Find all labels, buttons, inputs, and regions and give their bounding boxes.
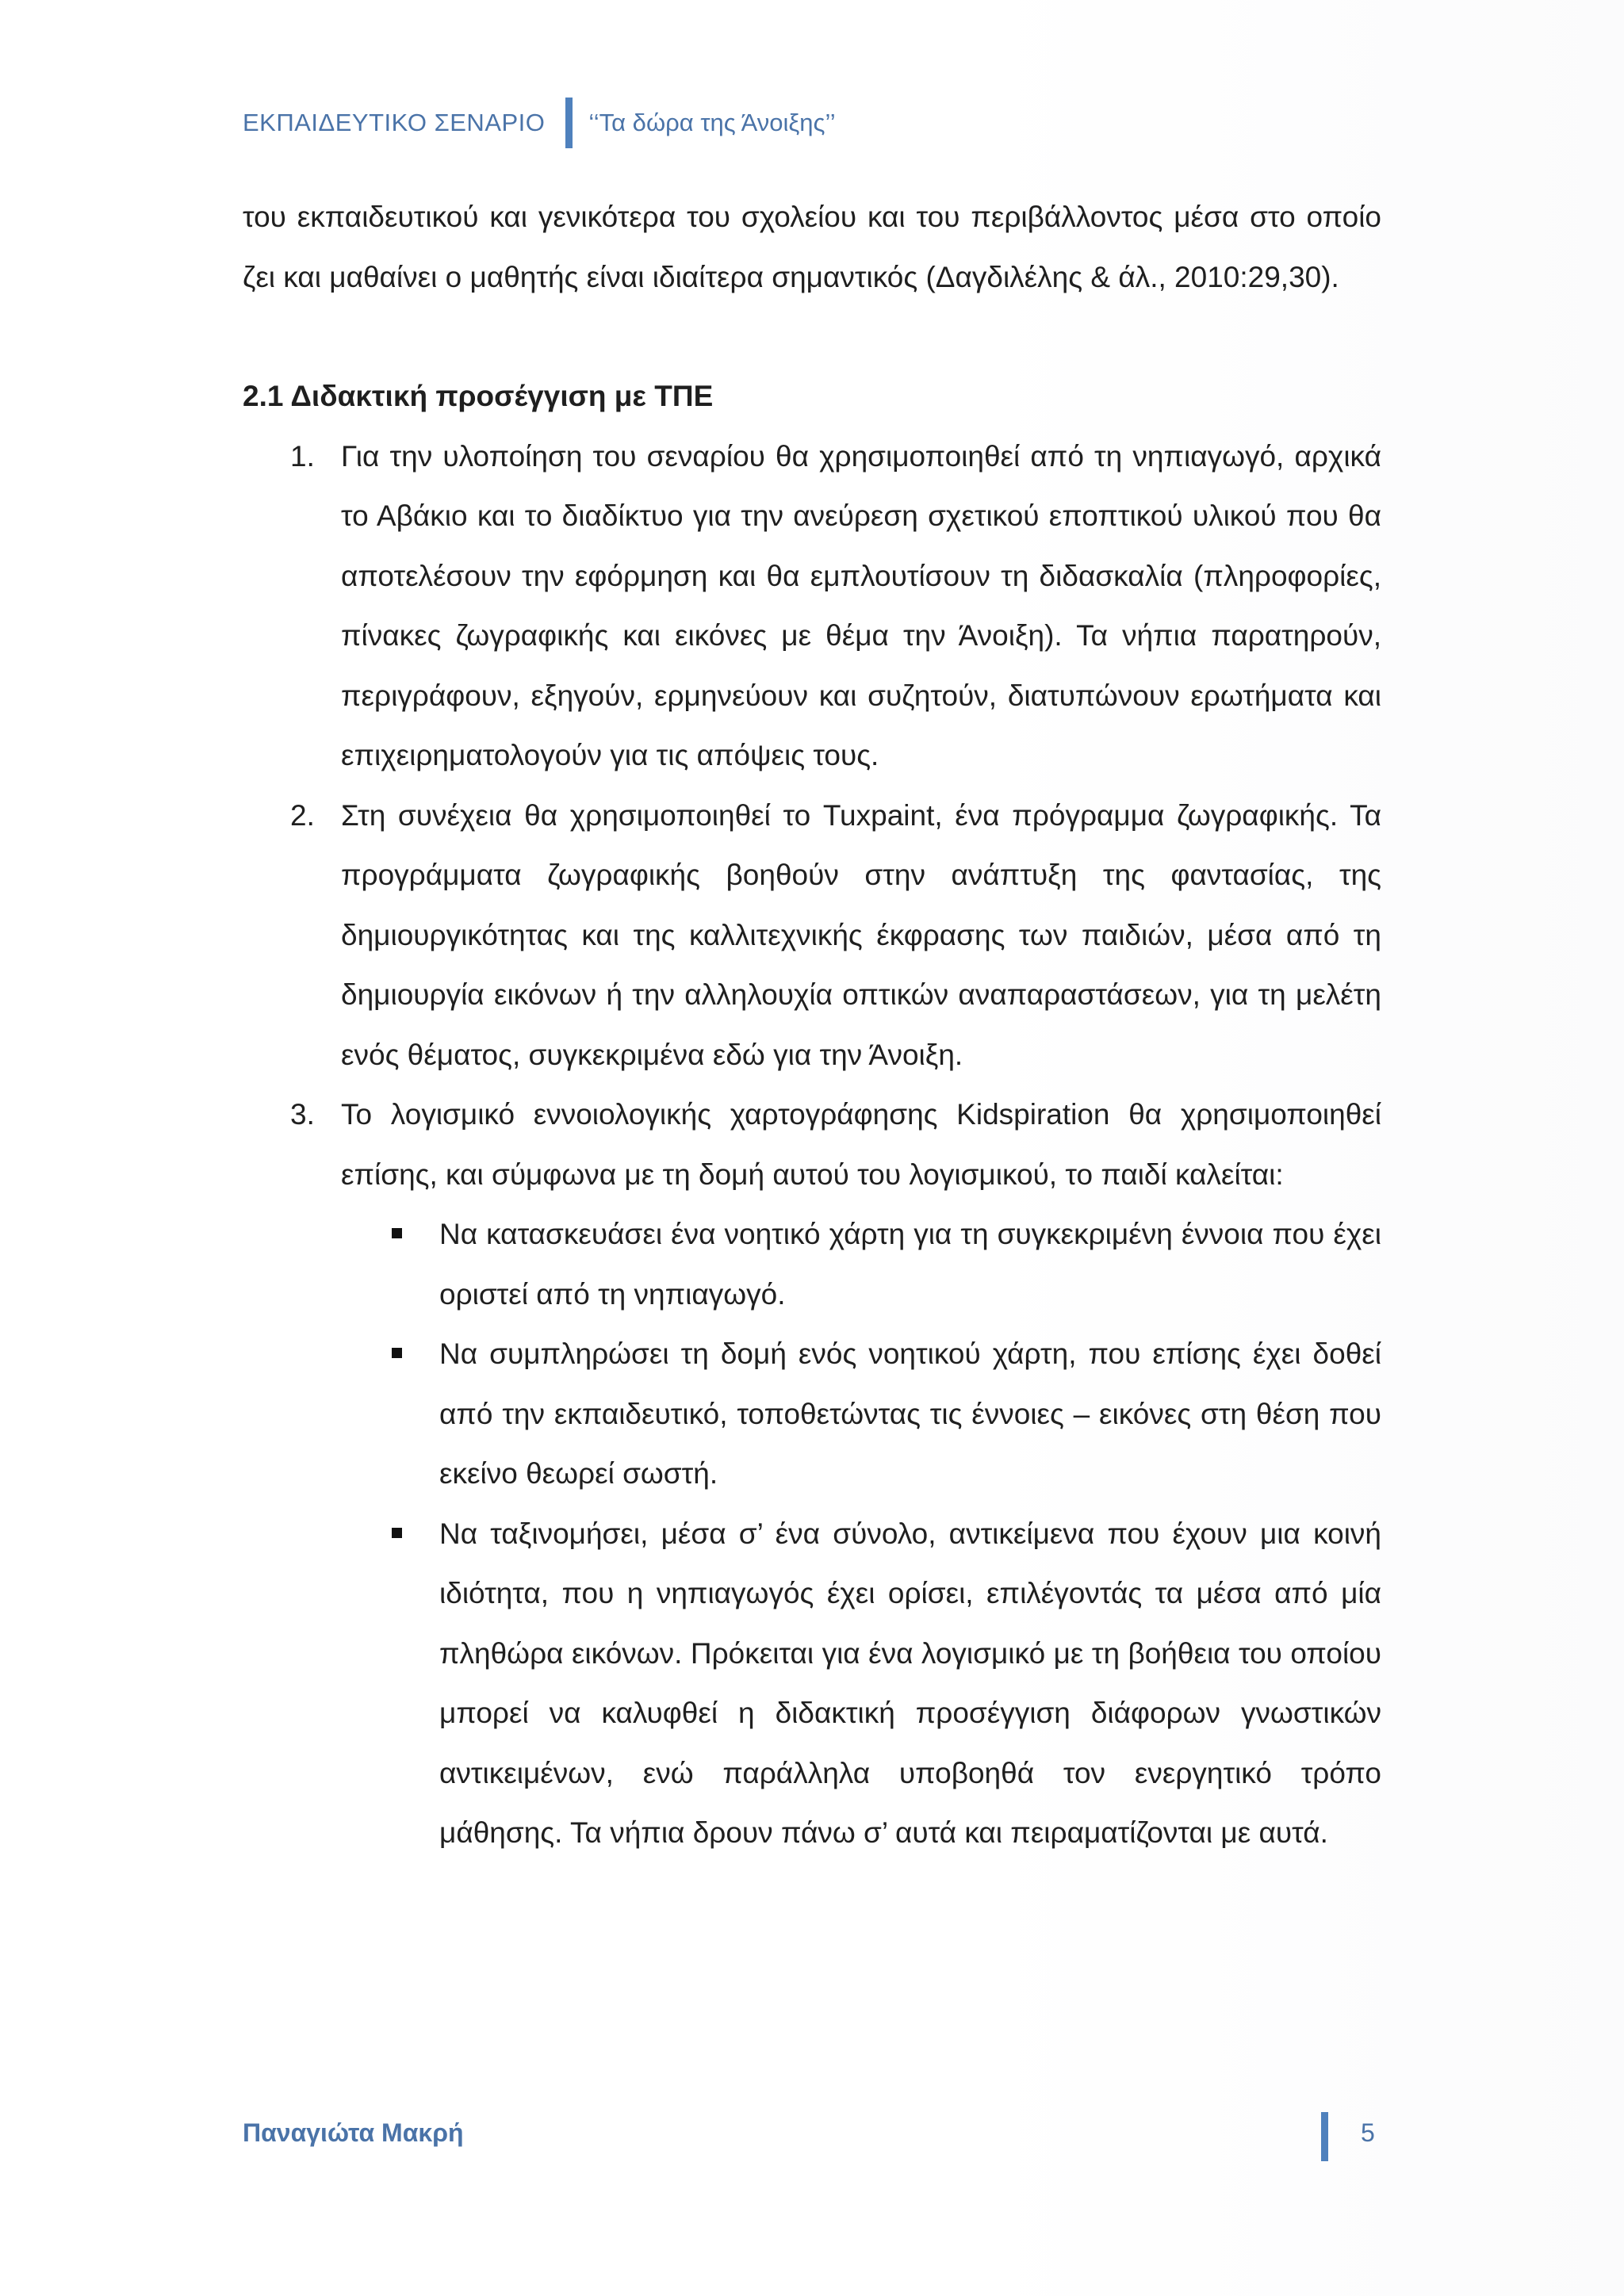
bullet-text: Να κατασκευάσει ένα νοητικό χάρτη για τη συγκεκριμένη έννοια που έχει οριστεί από τη νηπιαγωγό.	[439, 1218, 1381, 1311]
list-number: 3.	[290, 1098, 315, 1131]
square-bullet-icon	[392, 1348, 402, 1358]
list-number: 1.	[290, 439, 315, 473]
bullet-text: Να ταξινομήσει, μέσα σ’ ένα σύνολο, αντικείμενα που έχουν μια κοινή ιδιότητα, που η νηπιαγωγός έχει ορίσει, επιλέγοντάς τα μέσα από μία πληθώρα εικόνων. Πρόκειται για ένα λογισμικό με τη βοήθεια του οποίου μπορεί να καλυφθεί η διδακτική προσέγγιση διάφορων γνωστικών αντικειμένων, ενώ παράλληλα υποβοηθά τον ενεργητικό τρόπο μάθησης. Τα νήπια δρουν πάνω σ’ αυτά και πειραματίζονται με αυτά.	[439, 1517, 1381, 1849]
header-divider	[565, 98, 573, 148]
list-item	[243, 427, 1381, 786]
bullet-item	[341, 1504, 1381, 1863]
list-item-text: Στη συνέχεια θα χρησιμοποιηθεί το Tuxpaint, ένα πρόγραμμα ζωγραφικής. Τα προγράμματα ζωγραφικής βοηθούν στην ανάπτυξη της φαντασίας, της δημιουργικότητας και της καλλιτεχνικής έκφρασης των παιδιών, μέσα από τη δημιουργία εικόνων ή την αλληλουχία οπτικών αναπαραστάσεων, για τη μελέτη ενός θέματος, συγκεκριμένα εδώ για την Άνοιξη.	[341, 798, 1381, 1071]
intro-paragraph: του εκπαιδευτικού και γενικότερα του σχολείου και του περιβάλλοντος μέσα στο οποίο ζει και μαθαίνει ο μαθητής είναι ιδιαίτερα σημαντικός (Δαγδιλέλης & άλ., 2010:29,30).	[243, 201, 1381, 293]
footer-divider	[1321, 2112, 1328, 2161]
list-item	[243, 1085, 1381, 1863]
numbered-list	[243, 427, 1381, 1863]
section-heading: 2.1 Διδακτική προσέγγιση με ΤΠΕ	[243, 380, 714, 412]
bullet-text: Να συμπληρώσει τη δομή ενός νοητικού χάρτη, που επίσης έχει δοθεί από την εκπαιδευτικό, τοποθετώντας τις έννοιες – εικόνες στη θέση που εκείνο θεωρεί σωστή.	[439, 1337, 1381, 1490]
list-item-text: Για την υλοποίηση του σεναρίου θα χρησιμοποιηθεί από τη νηπιαγωγό, αρχικά το Αβάκιο και το διαδίκτυο για την ανεύρεση σχετικού εποπτικού υλικού που θα αποτελέσουν την εφόρμηση και θα εμπλουτίσουν τη διδασκαλία (πληροφορίες, πίνακες ζωγραφικής και εικόνες με θέμα την Άνοιξη). Τα νήπια παρατηρούν, περιγράφουν, εξηγούν, ερμηνεύουν και συζητούν, διατυπώνουν ερωτήματα και επιχειρηματολογούν για τις απόψεις τους.	[341, 439, 1381, 771]
header-subtitle: ‘‘Τα δώρα της Άνοιξης’’	[588, 109, 836, 136]
bullet-item	[341, 1324, 1381, 1504]
header-title: ΕΚΠΑΙΔΕΥΤΙΚΟ ΣΕΝΑΡΙΟ	[243, 109, 546, 136]
list-item-text: Το λογισμικό εννοιολογικής χαρτογράφησης Kidspiration θα χρησιμοποιηθεί επίσης, και σύμφωνα με τη δομή αυτού του λογισμικού, το παιδί καλείται:	[341, 1098, 1381, 1191]
bullet-list	[341, 1204, 1381, 1863]
list-item	[243, 786, 1381, 1085]
page-number: 5	[1361, 2118, 1375, 2147]
square-bullet-icon	[392, 1228, 402, 1238]
list-number: 2.	[290, 798, 315, 832]
page-body	[243, 187, 1381, 1863]
square-bullet-icon	[392, 1528, 402, 1538]
bullet-item	[341, 1204, 1381, 1324]
footer-author: Παναγιώτα Μακρή	[243, 2118, 464, 2147]
page-header	[243, 98, 836, 147]
